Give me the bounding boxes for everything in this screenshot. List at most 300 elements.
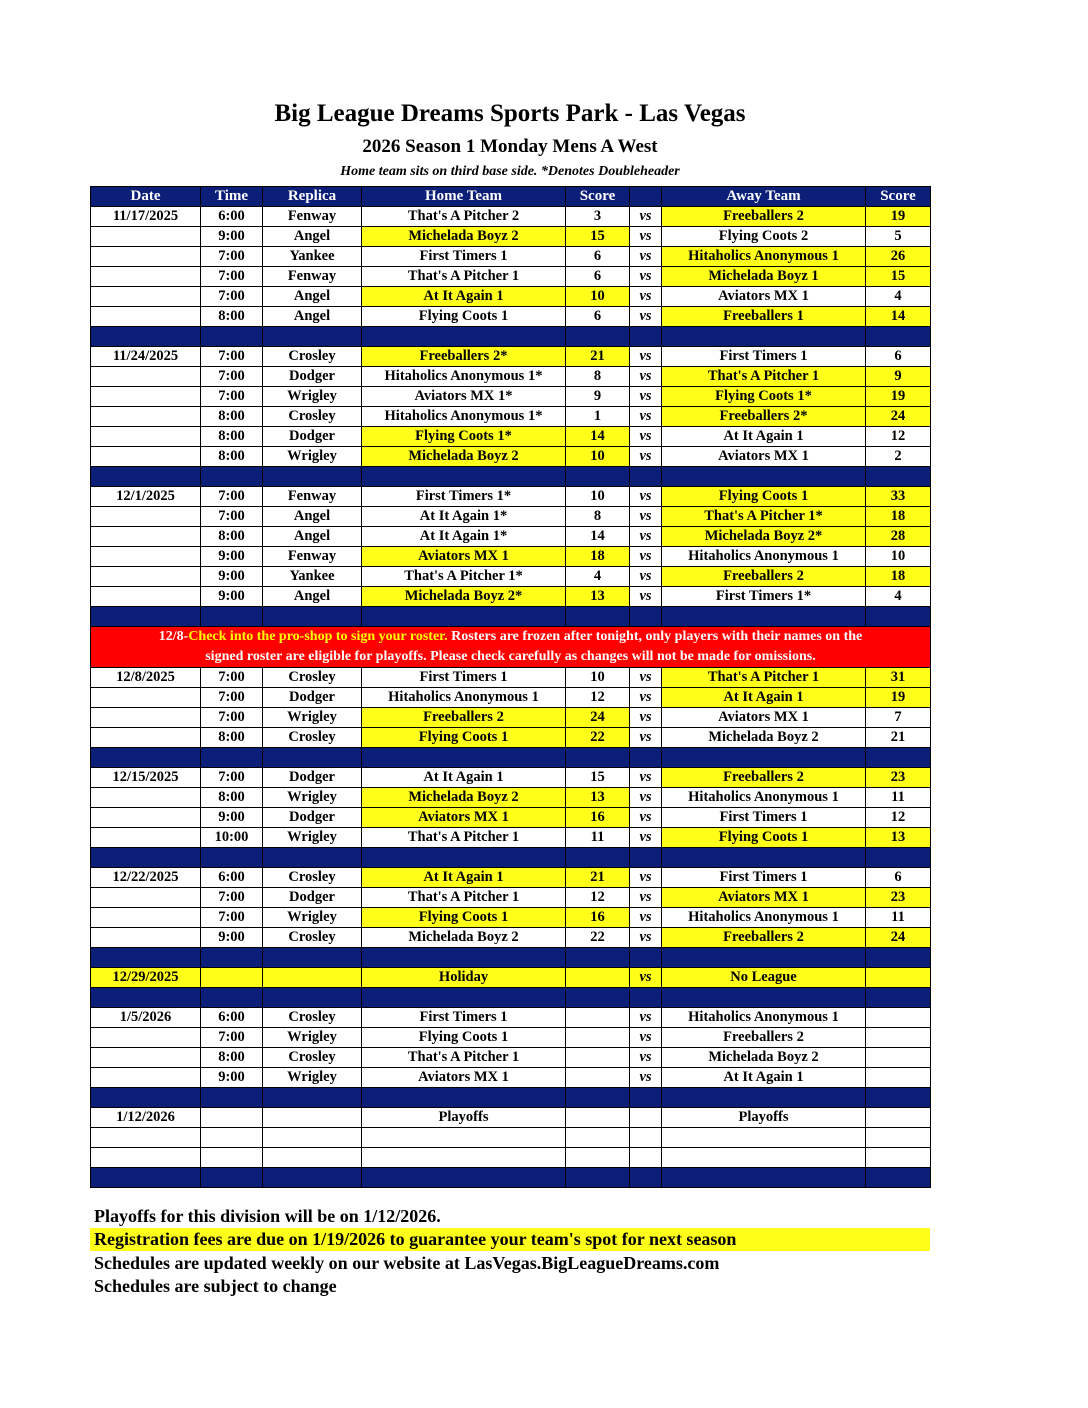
separator-cell: [201, 848, 263, 868]
separator-cell: [201, 1088, 263, 1108]
home-score: 8: [566, 367, 630, 387]
game-field: [263, 968, 362, 988]
home-team: First Timers 1: [362, 668, 566, 688]
vs-label: vs: [630, 547, 662, 567]
away-score: 24: [866, 928, 931, 948]
vs-label: vs: [630, 347, 662, 367]
game-field: Wrigley: [263, 908, 362, 928]
empty-row: [91, 1128, 931, 1148]
week-separator: [91, 1168, 931, 1188]
vs-label: vs: [630, 808, 662, 828]
game-row: [91, 768, 931, 788]
game-row: [91, 247, 931, 267]
vs-label: vs: [630, 427, 662, 447]
vs-label: vs: [630, 928, 662, 948]
vs-label: vs: [630, 728, 662, 748]
game-field: Crosley: [263, 728, 362, 748]
game-row: [91, 708, 931, 728]
separator-cell: [566, 467, 630, 487]
vs-label: vs: [630, 968, 662, 988]
game-row: [91, 908, 931, 928]
vs-label: vs: [630, 447, 662, 467]
vs-label: vs: [630, 1028, 662, 1048]
away-team: Hitaholics Anonymous 1: [662, 1008, 866, 1028]
home-score: 6: [566, 307, 630, 327]
game-field: Dodger: [263, 768, 362, 788]
game-row: [91, 668, 931, 688]
game-time: 9:00: [201, 808, 263, 828]
home-score: 10: [566, 668, 630, 688]
game-field: [263, 1108, 362, 1128]
away-score: 10: [866, 547, 931, 567]
vs-label: vs: [630, 688, 662, 708]
separator-cell: [263, 327, 362, 347]
away-score: 23: [866, 888, 931, 908]
separator-cell: [91, 467, 201, 487]
game-row: [91, 507, 931, 527]
game-row: [91, 287, 931, 307]
game-row: [91, 387, 931, 407]
home-score: 4: [566, 567, 630, 587]
separator-cell: [201, 607, 263, 627]
away-score: 7: [866, 708, 931, 728]
game-field: Fenway: [263, 547, 362, 567]
game-time: 8:00: [201, 407, 263, 427]
header-replica: Replica: [263, 187, 362, 207]
separator-cell: [201, 948, 263, 968]
separator-cell: [91, 948, 201, 968]
separator-cell: [866, 1168, 931, 1188]
game-time: 9:00: [201, 547, 263, 567]
game-field: Wrigley: [263, 788, 362, 808]
game-field: Wrigley: [263, 708, 362, 728]
game-date: 12/8/2025: [91, 668, 201, 688]
home-score: 10: [566, 447, 630, 467]
game-date: [91, 1048, 201, 1068]
separator-cell: [91, 1168, 201, 1188]
home-score: [566, 1108, 630, 1128]
separator-cell: [662, 1168, 866, 1188]
game-field: Crosley: [263, 928, 362, 948]
vs-label: vs: [630, 788, 662, 808]
away-score: 21: [866, 728, 931, 748]
away-team: Hitaholics Anonymous 1: [662, 247, 866, 267]
away-score: 18: [866, 507, 931, 527]
away-score: 26: [866, 247, 931, 267]
separator-cell: [866, 848, 931, 868]
separator-cell: [566, 988, 630, 1008]
home-team: At It Again 1*: [362, 507, 566, 527]
separator-cell: [566, 1168, 630, 1188]
away-score: 5: [866, 227, 931, 247]
away-team: Freeballers 2: [662, 768, 866, 788]
away-score: 28: [866, 527, 931, 547]
separator-cell: [662, 748, 866, 768]
separator-cell: [866, 1088, 931, 1108]
game-date: [91, 587, 201, 607]
empty-cell: [263, 1128, 362, 1148]
away-team: No League: [662, 968, 866, 988]
game-field: Wrigley: [263, 1028, 362, 1048]
home-score: [566, 968, 630, 988]
game-date: 12/29/2025: [91, 968, 201, 988]
game-field: Wrigley: [263, 447, 362, 467]
empty-cell: [263, 1148, 362, 1168]
week-separator: [91, 1088, 931, 1108]
home-score: 13: [566, 788, 630, 808]
away-team: Flying Coots 1: [662, 487, 866, 507]
away-score: [866, 1108, 931, 1128]
vs-label: vs: [630, 407, 662, 427]
game-field: Dodger: [263, 367, 362, 387]
game-field: Dodger: [263, 427, 362, 447]
home-team: First Timers 1: [362, 1008, 566, 1028]
separator-cell: [866, 988, 931, 1008]
away-score: [866, 1008, 931, 1028]
game-time: 7:00: [201, 1028, 263, 1048]
away-team: First Timers 1: [662, 808, 866, 828]
schedule-table: [90, 186, 931, 1188]
game-field: Angel: [263, 527, 362, 547]
separator-cell: [201, 748, 263, 768]
separator-cell: [866, 467, 931, 487]
away-score: 6: [866, 347, 931, 367]
notice-prefix: 12/8-: [158, 629, 189, 644]
game-row: [91, 487, 931, 507]
schedule-body: [91, 207, 931, 1188]
game-time: 7:00: [201, 367, 263, 387]
separator-cell: [566, 327, 630, 347]
separator-cell: [566, 748, 630, 768]
notice-text: Rosters are frozen after tonight, only players with their names on the: [447, 629, 863, 644]
game-time: 9:00: [201, 227, 263, 247]
home-team: Freeballers 2*: [362, 347, 566, 367]
roster-notice: [91, 627, 931, 668]
away-score: [866, 968, 931, 988]
away-score: 24: [866, 407, 931, 427]
home-score: 12: [566, 688, 630, 708]
separator-cell: [201, 327, 263, 347]
home-score: 24: [566, 708, 630, 728]
game-time: 8:00: [201, 427, 263, 447]
game-time: 8:00: [201, 527, 263, 547]
separator-cell: [263, 607, 362, 627]
footer-registration-note: Registration fees are due on 1/19/2026 to guarantee your team's spot for next season: [90, 1228, 930, 1251]
game-date: [91, 227, 201, 247]
game-time: 8:00: [201, 447, 263, 467]
separator-cell: [91, 988, 201, 1008]
vs-label: vs: [630, 507, 662, 527]
game-row: [91, 427, 931, 447]
home-team: That's A Pitcher 1: [362, 267, 566, 287]
home-score: 21: [566, 347, 630, 367]
game-row: [91, 728, 931, 748]
game-date: [91, 908, 201, 928]
vs-label: vs: [630, 267, 662, 287]
empty-cell: [662, 1128, 866, 1148]
home-team: At It Again 1: [362, 287, 566, 307]
page-subtitle: 2026 Season 1 Monday Mens A West: [362, 136, 658, 157]
home-score: 3: [566, 207, 630, 227]
vs-label: vs: [630, 587, 662, 607]
game-date: 11/17/2025: [91, 207, 201, 227]
separator-cell: [263, 748, 362, 768]
home-team: Aviators MX 1: [362, 547, 566, 567]
vs-label: vs: [630, 768, 662, 788]
game-date: [91, 708, 201, 728]
away-team: Hitaholics Anonymous 1: [662, 788, 866, 808]
game-row: [91, 267, 931, 287]
away-team: At It Again 1: [662, 1068, 866, 1088]
game-date: [91, 928, 201, 948]
home-score: 22: [566, 928, 630, 948]
header-home-team: Home Team: [362, 187, 566, 207]
separator-cell: [263, 1088, 362, 1108]
game-date: 1/12/2026: [91, 1108, 201, 1128]
separator-cell: [630, 1088, 662, 1108]
home-score: 1: [566, 407, 630, 427]
away-team: Freeballers 2: [662, 928, 866, 948]
away-team: Aviators MX 1: [662, 447, 866, 467]
game-time: 7:00: [201, 768, 263, 788]
holiday-row: [91, 968, 931, 988]
away-score: 12: [866, 808, 931, 828]
home-score: 14: [566, 427, 630, 447]
away-team: Michelada Boyz 1: [662, 267, 866, 287]
game-field: Crosley: [263, 1008, 362, 1028]
home-score: 10: [566, 287, 630, 307]
game-field: Angel: [263, 307, 362, 327]
away-score: [866, 1028, 931, 1048]
away-team: First Timers 1: [662, 868, 866, 888]
game-time: 7:00: [201, 688, 263, 708]
game-date: [91, 688, 201, 708]
away-team: Freeballers 2*: [662, 407, 866, 427]
home-team: Aviators MX 1: [362, 808, 566, 828]
game-time: 7:00: [201, 708, 263, 728]
home-team: Michelada Boyz 2: [362, 447, 566, 467]
empty-cell: [566, 1128, 630, 1148]
game-row: [91, 828, 931, 848]
away-team: Freeballers 2: [662, 1028, 866, 1048]
game-time: 7:00: [201, 487, 263, 507]
game-time: 7:00: [201, 267, 263, 287]
game-time: 9:00: [201, 567, 263, 587]
home-score: 6: [566, 267, 630, 287]
week-separator: [91, 607, 931, 627]
home-score: [566, 1048, 630, 1068]
separator-cell: [362, 327, 566, 347]
vs-label: vs: [630, 527, 662, 547]
away-score: 14: [866, 307, 931, 327]
empty-cell: [91, 1148, 201, 1168]
away-score: [866, 1068, 931, 1088]
footer-website-note: Schedules are updated weekly on our website at LasVegas.BigLeagueDreams.com: [94, 1253, 720, 1273]
game-field: Angel: [263, 227, 362, 247]
game-row: [91, 888, 931, 908]
game-time: 8:00: [201, 788, 263, 808]
home-team: That's A Pitcher 1: [362, 888, 566, 908]
game-row: [91, 587, 931, 607]
separator-cell: [662, 848, 866, 868]
away-team: Freeballers 2: [662, 207, 866, 227]
game-date: [91, 527, 201, 547]
week-separator: [91, 988, 931, 1008]
empty-cell: [91, 1128, 201, 1148]
separator-cell: [263, 848, 362, 868]
game-date: [91, 407, 201, 427]
vs-label: vs: [630, 307, 662, 327]
vs-label: vs: [630, 908, 662, 928]
home-team: That's A Pitcher 1: [362, 1048, 566, 1068]
vs-label: vs: [630, 227, 662, 247]
vs-label: vs: [630, 888, 662, 908]
separator-cell: [866, 748, 931, 768]
home-team: Holiday: [362, 968, 566, 988]
separator-cell: [91, 607, 201, 627]
away-score: 19: [866, 387, 931, 407]
vs-label: vs: [630, 387, 662, 407]
game-time: 7:00: [201, 888, 263, 908]
separator-cell: [91, 748, 201, 768]
game-time: 9:00: [201, 587, 263, 607]
vs-label: vs: [630, 207, 662, 227]
header-time: Time: [201, 187, 263, 207]
week-separator: [91, 748, 931, 768]
separator-cell: [91, 848, 201, 868]
separator-cell: [662, 327, 866, 347]
game-time: 8:00: [201, 1048, 263, 1068]
vs-label: vs: [630, 868, 662, 888]
notice-highlight: Check into the pro-shop to sign your roster.: [188, 629, 448, 644]
game-field: Angel: [263, 507, 362, 527]
game-time: 9:00: [201, 928, 263, 948]
home-score: [566, 1068, 630, 1088]
home-score: 10: [566, 487, 630, 507]
game-date: [91, 507, 201, 527]
footer-playoffs-note: Playoffs for this division will be on 1/12/2026.: [94, 1206, 441, 1226]
game-date: [91, 267, 201, 287]
game-time: 8:00: [201, 307, 263, 327]
vs-label: vs: [630, 668, 662, 688]
separator-cell: [362, 467, 566, 487]
empty-cell: [362, 1148, 566, 1168]
home-team: Michelada Boyz 2*: [362, 587, 566, 607]
separator-cell: [362, 948, 566, 968]
game-field: Yankee: [263, 247, 362, 267]
game-date: [91, 567, 201, 587]
game-date: 12/15/2025: [91, 768, 201, 788]
away-score: 19: [866, 207, 931, 227]
separator-cell: [866, 948, 931, 968]
vs-label: vs: [630, 567, 662, 587]
game-row: [91, 788, 931, 808]
away-score: 11: [866, 908, 931, 928]
separator-cell: [362, 848, 566, 868]
game-field: Fenway: [263, 267, 362, 287]
separator-cell: [662, 1088, 866, 1108]
game-row: [91, 567, 931, 587]
away-score: [866, 1048, 931, 1068]
game-field: Fenway: [263, 207, 362, 227]
game-field: Crosley: [263, 1048, 362, 1068]
separator-cell: [662, 467, 866, 487]
vs-label: vs: [630, 247, 662, 267]
game-field: Dodger: [263, 888, 362, 908]
empty-row: [91, 1148, 931, 1168]
game-row: [91, 347, 931, 367]
game-time: [201, 968, 263, 988]
game-date: [91, 387, 201, 407]
game-field: Yankee: [263, 567, 362, 587]
away-team: Freeballers 1: [662, 307, 866, 327]
away-score: 2: [866, 447, 931, 467]
game-date: [91, 1028, 201, 1048]
vs-label: [630, 1108, 662, 1128]
away-team: Flying Coots 1: [662, 828, 866, 848]
away-team: First Timers 1*: [662, 587, 866, 607]
game-row: [91, 1048, 931, 1068]
away-score: 12: [866, 427, 931, 447]
game-row: [91, 227, 931, 247]
vs-label: vs: [630, 1048, 662, 1068]
away-score: 13: [866, 828, 931, 848]
away-team: At It Again 1: [662, 688, 866, 708]
away-team: Michelada Boyz 2: [662, 728, 866, 748]
separator-cell: [630, 607, 662, 627]
home-score: 16: [566, 908, 630, 928]
vs-label: vs: [630, 1008, 662, 1028]
home-score: 12: [566, 888, 630, 908]
separator-cell: [263, 1168, 362, 1188]
empty-cell: [362, 1128, 566, 1148]
page-title: Big League Dreams Sports Park - Las Vegas: [274, 100, 746, 127]
separator-cell: [630, 748, 662, 768]
separator-cell: [566, 607, 630, 627]
away-score: 31: [866, 668, 931, 688]
home-team: Flying Coots 1: [362, 1028, 566, 1048]
game-date: 12/1/2025: [91, 487, 201, 507]
home-score: 15: [566, 227, 630, 247]
game-date: [91, 287, 201, 307]
game-row: [91, 547, 931, 567]
away-score: 6: [866, 868, 931, 888]
away-team: First Timers 1: [662, 347, 866, 367]
game-date: [91, 1068, 201, 1088]
game-row: [91, 367, 931, 387]
separator-cell: [91, 327, 201, 347]
away-team: That's A Pitcher 1: [662, 668, 866, 688]
away-score: 19: [866, 688, 931, 708]
home-team: Playoffs: [362, 1108, 566, 1128]
game-date: [91, 447, 201, 467]
game-row: [91, 808, 931, 828]
empty-cell: [630, 1128, 662, 1148]
away-team: Aviators MX 1: [662, 708, 866, 728]
game-row: [91, 527, 931, 547]
away-team: Freeballers 2: [662, 567, 866, 587]
game-date: [91, 247, 201, 267]
game-field: Crosley: [263, 407, 362, 427]
game-time: 10:00: [201, 828, 263, 848]
game-date: [91, 307, 201, 327]
home-score: 21: [566, 868, 630, 888]
vs-label: vs: [630, 487, 662, 507]
separator-cell: [566, 1088, 630, 1108]
vs-label: vs: [630, 287, 662, 307]
game-row: [91, 207, 931, 227]
separator-cell: [630, 327, 662, 347]
